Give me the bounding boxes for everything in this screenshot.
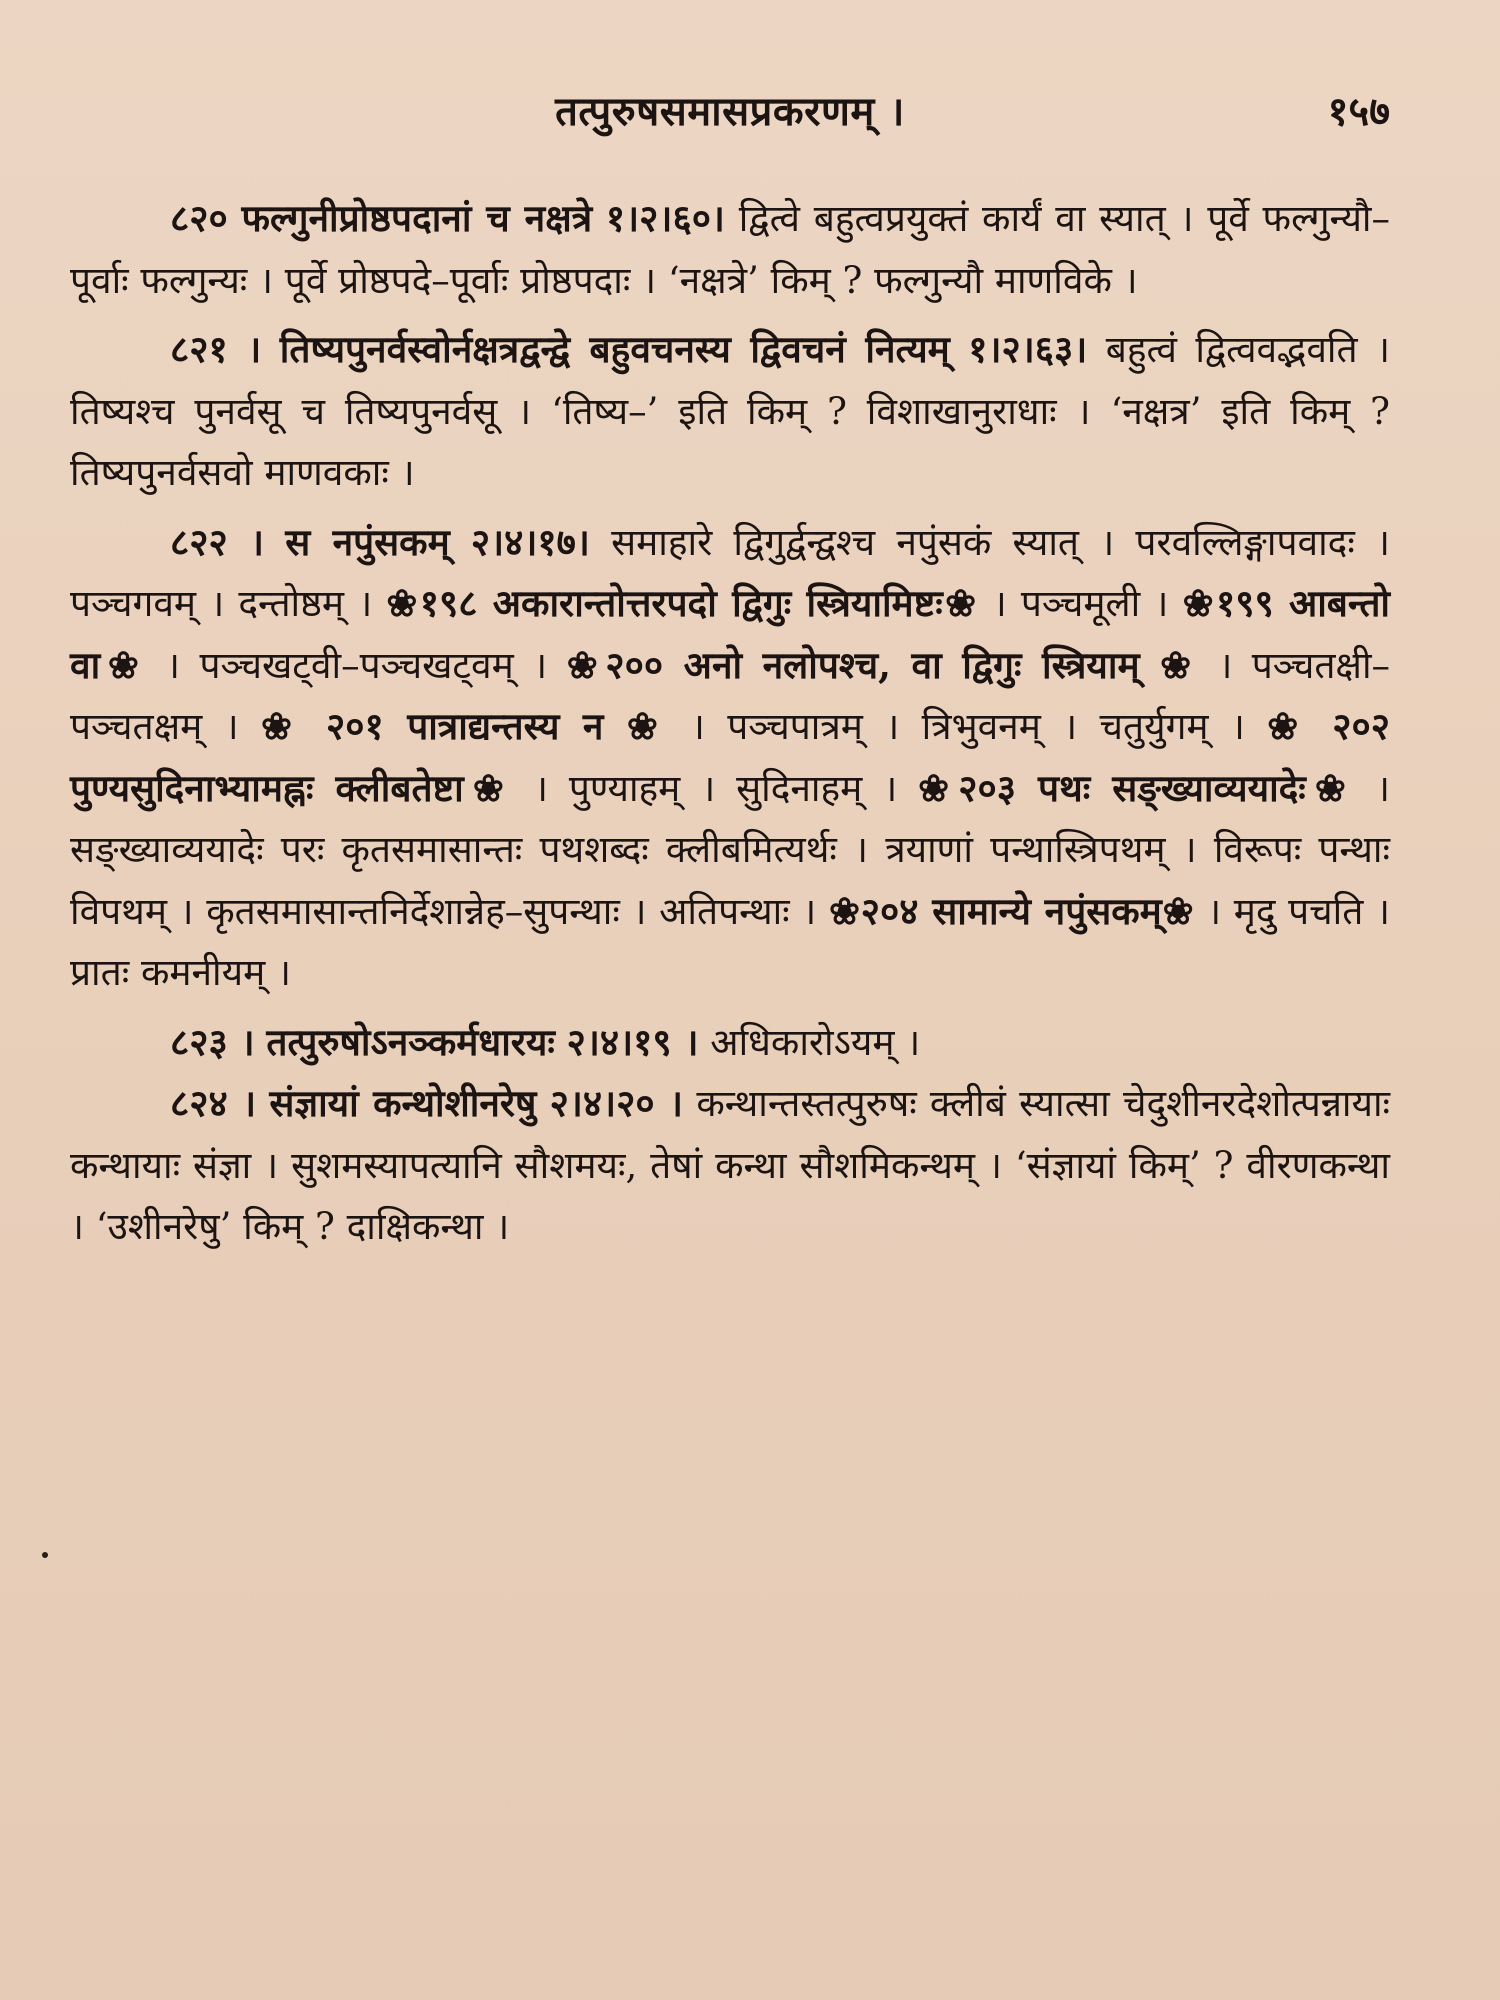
- vartika-204: ❀२०४ सामान्ये नपुंसकम्❀: [828, 888, 1195, 933]
- vartika-199: ❀१९९ आबन्तो वा❀: [70, 581, 1391, 687]
- sutra-text: तिष्यपुनर्वस्वोर्नक्षत्रद्वन्द्वे बहुवचनस्य द्विवचनं नित्यम्: [279, 327, 950, 371]
- commentary-text: कन्थान्तस्तत्पुरुषः क्लीबं स्यात्सा चेदुशीनरदेशोत्पन्नायाः कन्थायाः संज्ञा । सुशमस्यापत्यानि सौशमयः, तेषां कन्था सौशमिकन्थम् । ‘संज्ञायां किम्’ ? वीरणकन्था । ‘उशीनरेषु’ किम् ? दाक्षिकन्था ।: [70, 1082, 1391, 1248]
- commentary-text: । सङ्ख्याव्ययादेः परः कृतसमासान्तः पथशब्दः क्लीबमित्यर्थः । त्रयाणां पन्थास्त्रिपथम् । विरूपः पन्थाः विपथम् । कृतसमासान्तनिर्देशान्नेह–सुपन्थाः । अतिपन्थाः ।: [70, 766, 1391, 933]
- sutra-number: ८२३ ।: [170, 1019, 255, 1064]
- margin-dot: [42, 1552, 48, 1558]
- sutra-text: संज्ञायां कन्थोशीनरेषु: [269, 1081, 537, 1125]
- vartika-202: ❀ २०२ पुण्यसुदिनाभ्यामह्नः क्लीबतेष्टा❀: [70, 704, 1391, 810]
- sutra-number: ८२२ ।: [170, 519, 265, 564]
- commentary-text: । मृदु पचति । प्रातः कमनीयम् ।: [70, 889, 1390, 994]
- commentary-text: । पुण्याहम् । सुदिनाहम् ।: [533, 766, 898, 810]
- commentary-text: । पञ्चपात्रम् । त्रिभुवनम् । चतुर्युगम् ।: [690, 705, 1245, 748]
- sutra-text: तत्पुरुषोऽनञ्कर्मधारयः: [266, 1019, 555, 1064]
- sutra-text: फल्गुनीप्रोष्ठपदानां च नक्षत्रे: [241, 196, 593, 240]
- commentary-text: बहुत्वं द्वित्ववद्भवति । तिष्यश्च पुनर्वसू च तिष्यपुनर्वसू । ‘तिष्य–’ इति किम् ? विशाखानुराधाः । ‘नक्षत्र’ इति किम् ? तिष्यपुनर्वसवो माणवकाः ।: [70, 328, 1391, 494]
- sutra-reference: १।२।६३।: [968, 327, 1088, 371]
- sutra-number: ८२०: [170, 196, 228, 240]
- sutra-reference: २।४।१९ ।: [566, 1019, 699, 1064]
- paragraph-822: [70, 512, 1390, 1004]
- commentary-text: । पञ्चखट्वी–पञ्चखट्वम् ।: [166, 643, 548, 687]
- page-header: [70, 82, 1390, 142]
- sutra-reference: २।४।१७।: [470, 519, 590, 564]
- paragraph-824: [70, 1073, 1390, 1258]
- sutra-reference: १।२।६०।: [605, 196, 725, 240]
- commentary-text: । पञ्चतक्षी–पञ्चतक्षम् ।: [70, 643, 1391, 748]
- commentary-text: । पञ्चमूली ।: [992, 582, 1169, 625]
- commentary-text: अधिकारोऽयम् ।: [710, 1020, 921, 1064]
- page-number: १५७: [1327, 88, 1390, 135]
- sutra-number: ८२४ ।: [170, 1081, 257, 1125]
- sutra-reference: २।४।२० ।: [549, 1081, 684, 1125]
- running-title: तत्पुरुषसमासप्रकरणम् ।: [555, 88, 905, 135]
- vartika-201: ❀ २०१ पात्राद्यन्तस्य न ❀: [260, 704, 669, 748]
- paragraph-820: [70, 188, 1390, 311]
- vartika-198: ❀१९८ अकारान्तोत्तरपदो द्विगुः स्त्रियामिष्टः❀: [386, 581, 979, 625]
- paragraph-823: [70, 1012, 1390, 1074]
- commentary-text: समाहारे द्विगुर्द्वन्द्वश्च नपुंसकं स्यात् । परवल्लिङ्गापवादः । पञ्चगवम् । दन्तोष्ठम् ।: [70, 520, 1391, 625]
- paragraph-821: [70, 319, 1390, 504]
- sutra-text: स नपुंसकम्: [285, 519, 450, 564]
- sutra-number: ८२१ ।: [170, 327, 262, 371]
- vartika-200: ❀२०० अनो नलोपश्च, वा द्विगुः स्त्रियाम् ❀: [566, 642, 1199, 687]
- vartika-203: ❀२०३ पथः सङ्ख्याव्ययादेः❀: [918, 765, 1356, 810]
- body-text: [70, 188, 1390, 1266]
- commentary-text: द्वित्वे बहुत्वप्रयुक्तं कार्यं वा स्यात् । पूर्वे फल्गुन्यौ–पूर्वाः फल्गुन्यः । पूर्वे प्रोष्ठपदे–पूर्वाः प्रोष्ठपदाः । ‘नक्षत्रे’ किम् ? फल्गुन्यौ माणविके ।: [70, 197, 1391, 302]
